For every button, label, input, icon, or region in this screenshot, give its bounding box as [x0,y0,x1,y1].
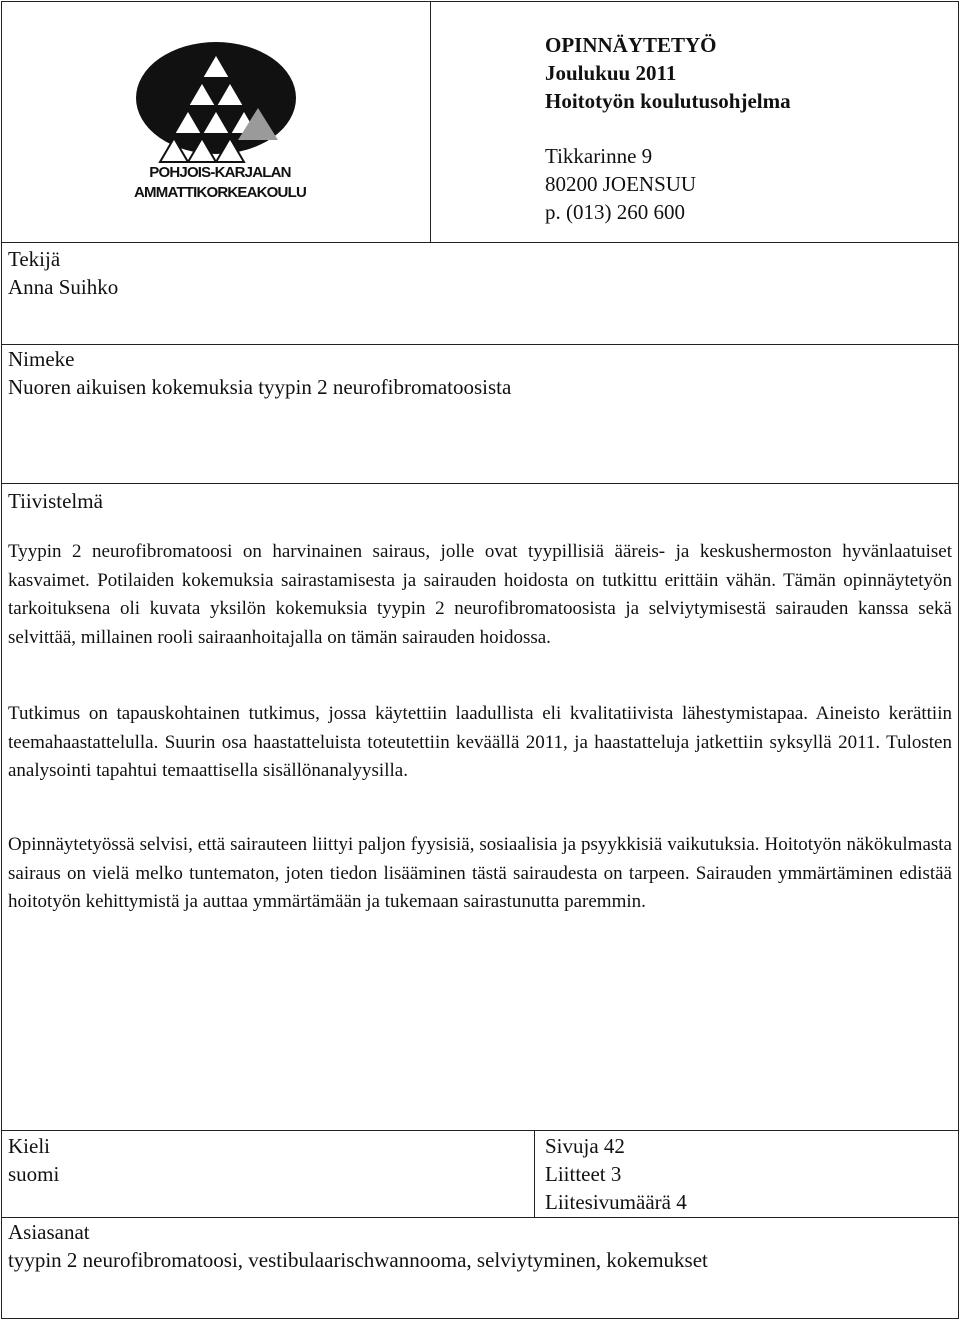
language-cell [1,1130,535,1218]
school-logo [120,38,320,208]
degree-programme: Hoitotyön koulutusohjelma [545,89,791,113]
title-cell [1,344,959,484]
logo-name-line1: POHJOIS-KARJALAN [149,164,291,181]
logo-name-line2: AMMATTIKORKEAKOULU [134,184,306,201]
abstract-paragraph: Tyypin 2 neurofibromatoosi on harvinainen sairaus, jolle ovat tyypillisiä ääreis- ja keskushermoston hyvänlaatuiset kasvaimet. Potilaiden kokemuksia sairastamisesta ja sairauden hoidosta on tutkittu erittäin vähän. Tämän opinnäytetyön tarkoituksena oli kuvata yksilön kokemuksia tyypin 2 neurofibromatoosista ja selviytymisestä sairauden kanssa sekä selvittää, millainen rooli sairaanhoitajalla on tämän sairauden hoidossa. [8,541,952,648]
language-value: suomi [8,1162,60,1186]
appendix-page-count: Liitesivumäärä 4 [545,1190,687,1214]
document-date: Joulukuu 2011 [545,61,677,85]
author-label: Tekijä [8,247,61,271]
address-phone: p. (013) 260 600 [545,200,685,224]
abstract-paragraph: Opinnäytetyössä selvisi, että sairauteen liittyi paljon fyysisiä, sosiaalisia ja psyykkisiä vaikutuksia. Hoitotyön näkökulmasta sairaus on vielä melko tuntematon, joten tiedon lisääminen tästä sairaudesta on tarpeen. Sairauden ymmärtäminen edistää hoitotyön kehittymistä ja auttaa ymmärtämään ja tukemaan sairastunutta paremmin. [8,834,952,912]
document-type: OPINNÄYTETYÖ [545,33,717,57]
title-label: Nimeke [8,347,75,371]
author-cell [1,242,959,344]
abstract-paragraph: Tutkimus on tapauskohtainen tutkimus, jossa käytettiin laadullista eli kvalitatiivista lähestymistapaa. Aineisto kerättiin teemahaastattelulla. Suurin osa haastatteluista toteutettiin keväällä 2011, ja haastatteluja jatkettiin syksyllä 2011. Tulosten analysointi tapahtui temaattisella sisällönanalyysilla. [8,703,952,781]
appendix-count: Liitteet 3 [545,1162,622,1186]
page-count: Sivuja 42 [545,1134,625,1158]
address-street: Tikkarinne 9 [545,144,653,168]
address-postal: 80200 JOENSUU [545,172,697,196]
abstract-label: Tiivistelmä [8,489,103,513]
keywords-label: Asiasanat [8,1220,90,1244]
language-label: Kieli [8,1134,50,1158]
keywords-value: tyypin 2 neurofibromatoosi, vestibulaarischwannooma, selviytyminen, kokemukset [8,1248,708,1272]
author-name: Anna Suihko [8,275,119,299]
thesis-title: Nuoren aikuisen kokemuksia tyypin 2 neurofibromatoosista [8,375,512,399]
triangle-logo-icon [120,38,320,168]
